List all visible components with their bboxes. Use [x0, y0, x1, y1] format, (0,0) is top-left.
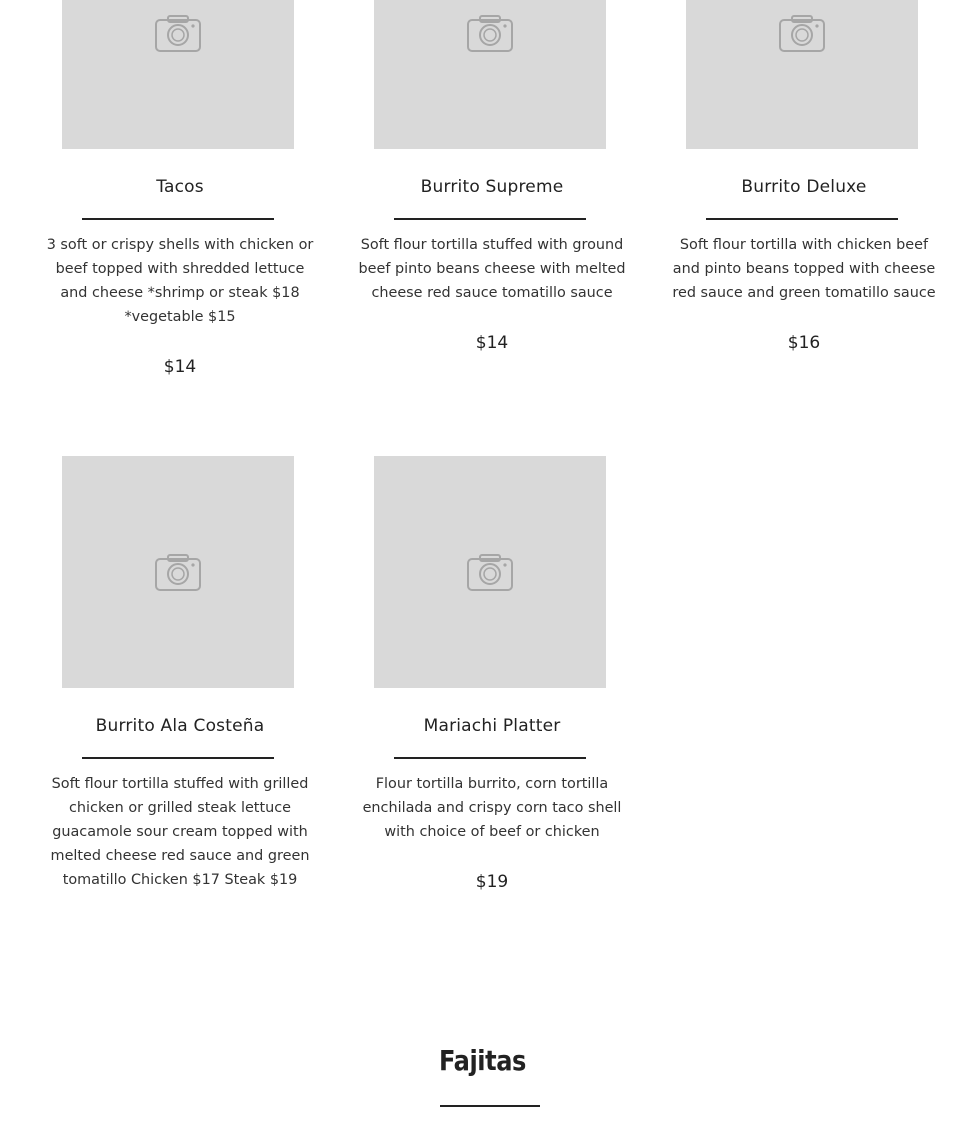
- item-photo-placeholder: [686, 0, 918, 149]
- item-photo-placeholder: [374, 456, 606, 688]
- item-photo-placeholder: [62, 0, 294, 149]
- title-divider: [394, 218, 586, 220]
- section-divider: [440, 1105, 540, 1107]
- camera-icon: [153, 552, 203, 594]
- item-photo-placeholder: [62, 456, 294, 688]
- title-divider: [82, 757, 274, 759]
- item-price: $19: [475, 872, 509, 892]
- item-title: Burrito Ala Costeña: [95, 716, 265, 736]
- item-title: Mariachi Platter: [423, 716, 561, 736]
- camera-icon: [153, 13, 203, 55]
- item-title: Burrito Deluxe: [741, 177, 867, 197]
- item-description: Soft flour tortilla stuffed with grilled chicken or grilled steak lettuce guacamole sour cream topped with melted cheese red sauce and green tomatillo Chicken $17 Steak $19: [50, 776, 310, 888]
- camera-icon: [777, 13, 827, 55]
- section-title: Fajitas: [439, 1044, 526, 1077]
- title-divider: [706, 218, 898, 220]
- camera-icon: [465, 13, 515, 55]
- title-divider: [82, 218, 274, 220]
- item-title: Tacos: [156, 177, 204, 197]
- item-description: Soft flour tortilla with chicken beef and pinto beans topped with cheese red sauce and green tomatillo sauce: [672, 237, 936, 301]
- item-price: $16: [787, 333, 821, 353]
- item-price: $14: [163, 357, 197, 377]
- title-divider: [394, 757, 586, 759]
- item-price: $14: [475, 333, 509, 353]
- camera-icon: [465, 552, 515, 594]
- item-description: Flour tortilla burrito, corn tortilla enchilada and crispy corn taco shell with choice of beef or chicken: [362, 776, 622, 840]
- item-description: 3 soft or crispy shells with chicken or beef topped with shredded lettuce and cheese *shrimp or steak $18 *vegetable $15: [46, 237, 314, 325]
- item-description: Soft flour tortilla stuffed with ground beef pinto beans cheese with melted cheese red sauce tomatillo sauce: [358, 237, 626, 301]
- item-photo-placeholder: [374, 0, 606, 149]
- item-title: Burrito Supreme: [420, 177, 564, 197]
